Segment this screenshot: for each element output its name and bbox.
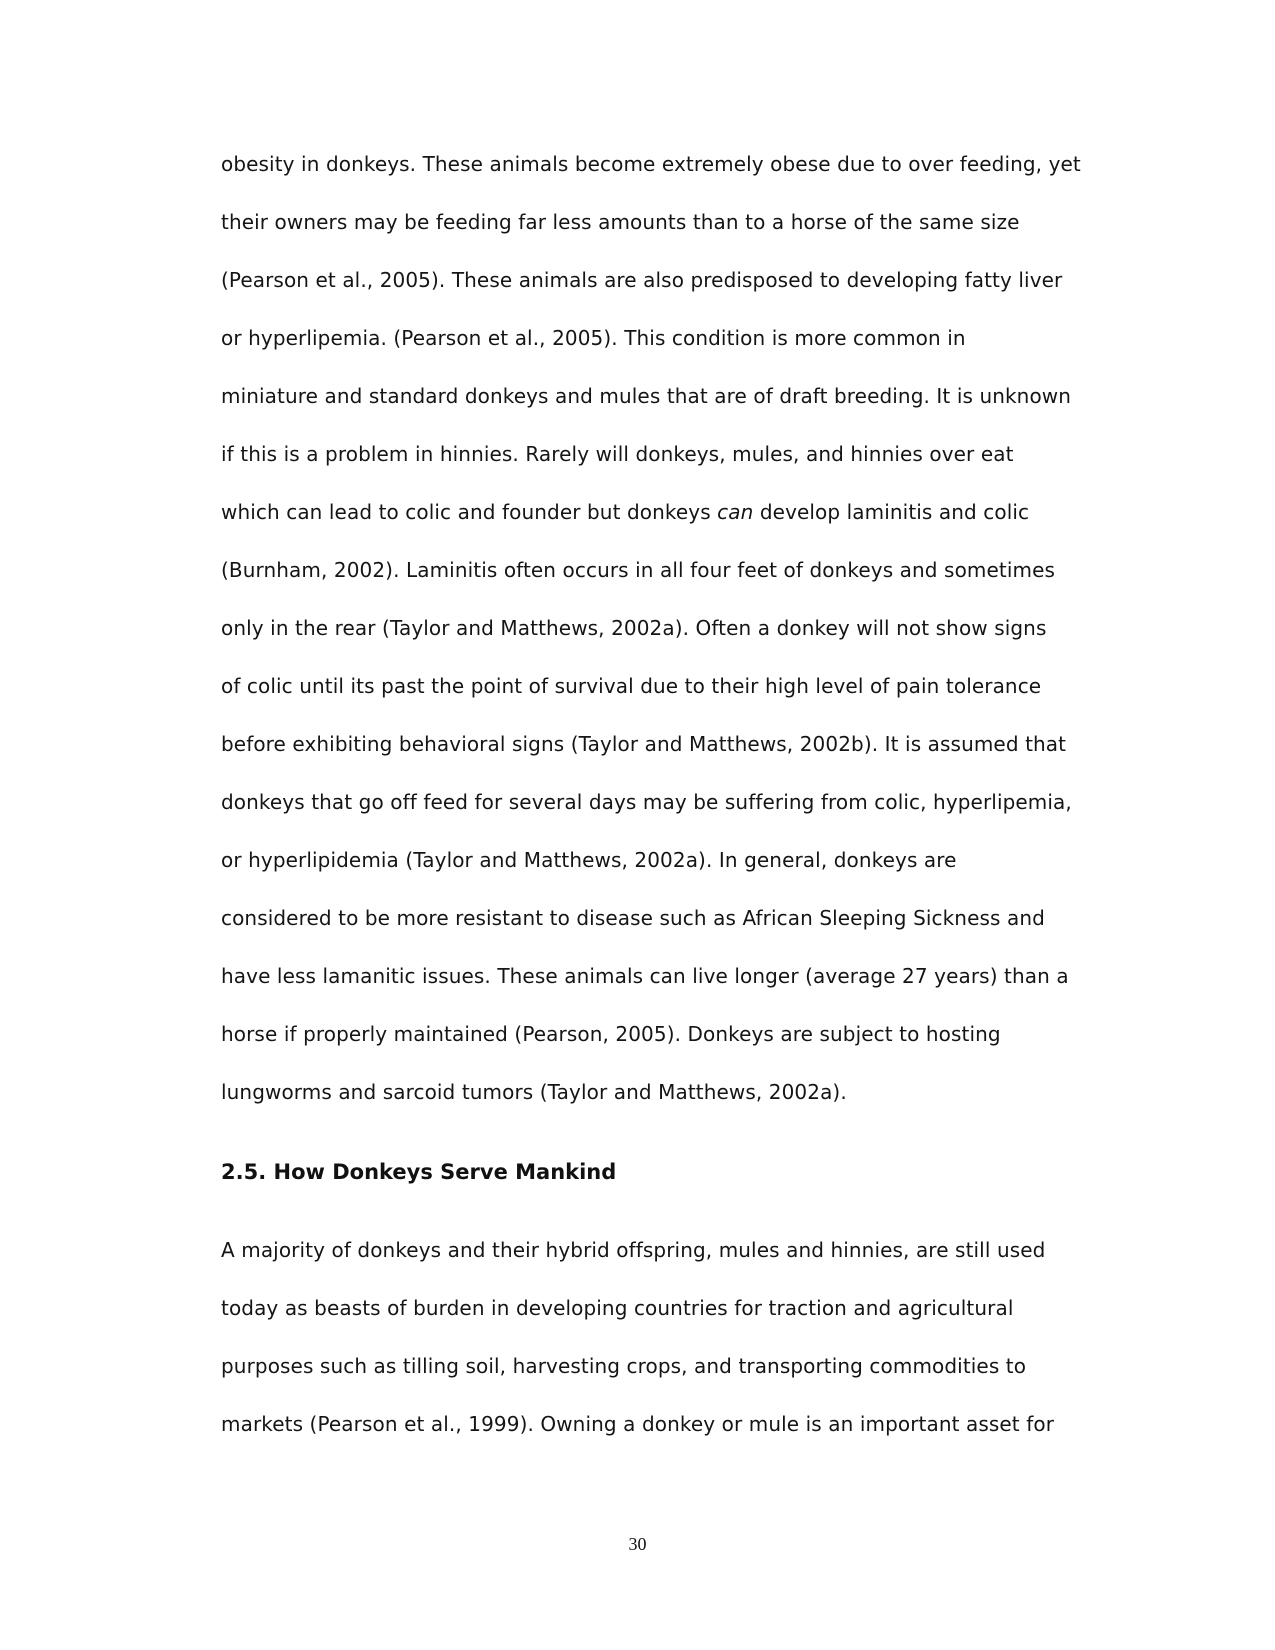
- text-line: or hyperlipemia. (Pearson et al., 2005). This condition is more common in: [221, 326, 966, 350]
- text-line: horse if properly maintained (Pearson, 2005). Donkeys are subject to hosting: [221, 1022, 1001, 1046]
- text-line: only in the rear (Taylor and Matthews, 2002a). Often a donkey will not show signs: [221, 616, 1047, 640]
- text-line: if this is a problem in hinnies. Rarely will donkeys, mules, and hinnies over eat: [221, 442, 1014, 466]
- text-line: lungworms and sarcoid tumors (Taylor and Matthews, 2002a).: [221, 1080, 847, 1104]
- body-paragraph-2: [221, 1221, 1121, 1453]
- text-line: obesity in donkeys. These animals become extremely obese due to over feeding, yet: [221, 152, 1081, 176]
- text-line: A majority of donkeys and their hybrid offspring, mules and hinnies, are still used: [221, 1238, 1046, 1262]
- text-line: have less lamanitic issues. These animals can live longer (average 27 years) than a: [221, 964, 1069, 988]
- text-span: which can lead to colic and founder but donkeys: [221, 500, 718, 524]
- text-line: before exhibiting behavioral signs (Taylor and Matthews, 2002b). It is assumed that: [221, 732, 1067, 756]
- text-line: purposes such as tilling soil, harvesting crops, and transporting commodities to: [221, 1354, 1027, 1378]
- text-span: develop laminitis and colic: [753, 500, 1030, 524]
- text-line: today as beasts of burden in developing countries for traction and agricultural: [221, 1296, 1014, 1320]
- text-line: of colic until its past the point of survival due to their high level of pain tolerance: [221, 674, 1042, 698]
- text-line: considered to be more resistant to disease such as African Sleeping Sickness and: [221, 906, 1045, 930]
- text-line: (Burnham, 2002). Laminitis often occurs in all four feet of donkeys and sometimes: [221, 558, 1056, 582]
- text-line: markets (Pearson et al., 1999). Owning a donkey or mule is an important asset for: [221, 1412, 1055, 1436]
- body-paragraph-1: [221, 135, 1121, 1121]
- section-heading: 2.5. How Donkeys Serve Mankind: [221, 1160, 617, 1184]
- page-number: 30: [628, 1534, 647, 1554]
- text-line: (Pearson et al., 2005). These animals are also predisposed to developing fatty liver: [221, 268, 1063, 292]
- text-line: or hyperlipidemia (Taylor and Matthews, 2002a). In general, donkeys are: [221, 848, 957, 872]
- text-line: donkeys that go off feed for several days may be suffering from colic, hyperlipemia,: [221, 790, 1072, 814]
- emphasis-text: can: [717, 500, 754, 524]
- text-line: miniature and standard donkeys and mules that are of draft breeding. It is unknown: [221, 384, 1072, 408]
- text-line: [221, 483, 1121, 541]
- text-line: their owners may be feeding far less amounts than to a horse of the same size: [221, 210, 1020, 234]
